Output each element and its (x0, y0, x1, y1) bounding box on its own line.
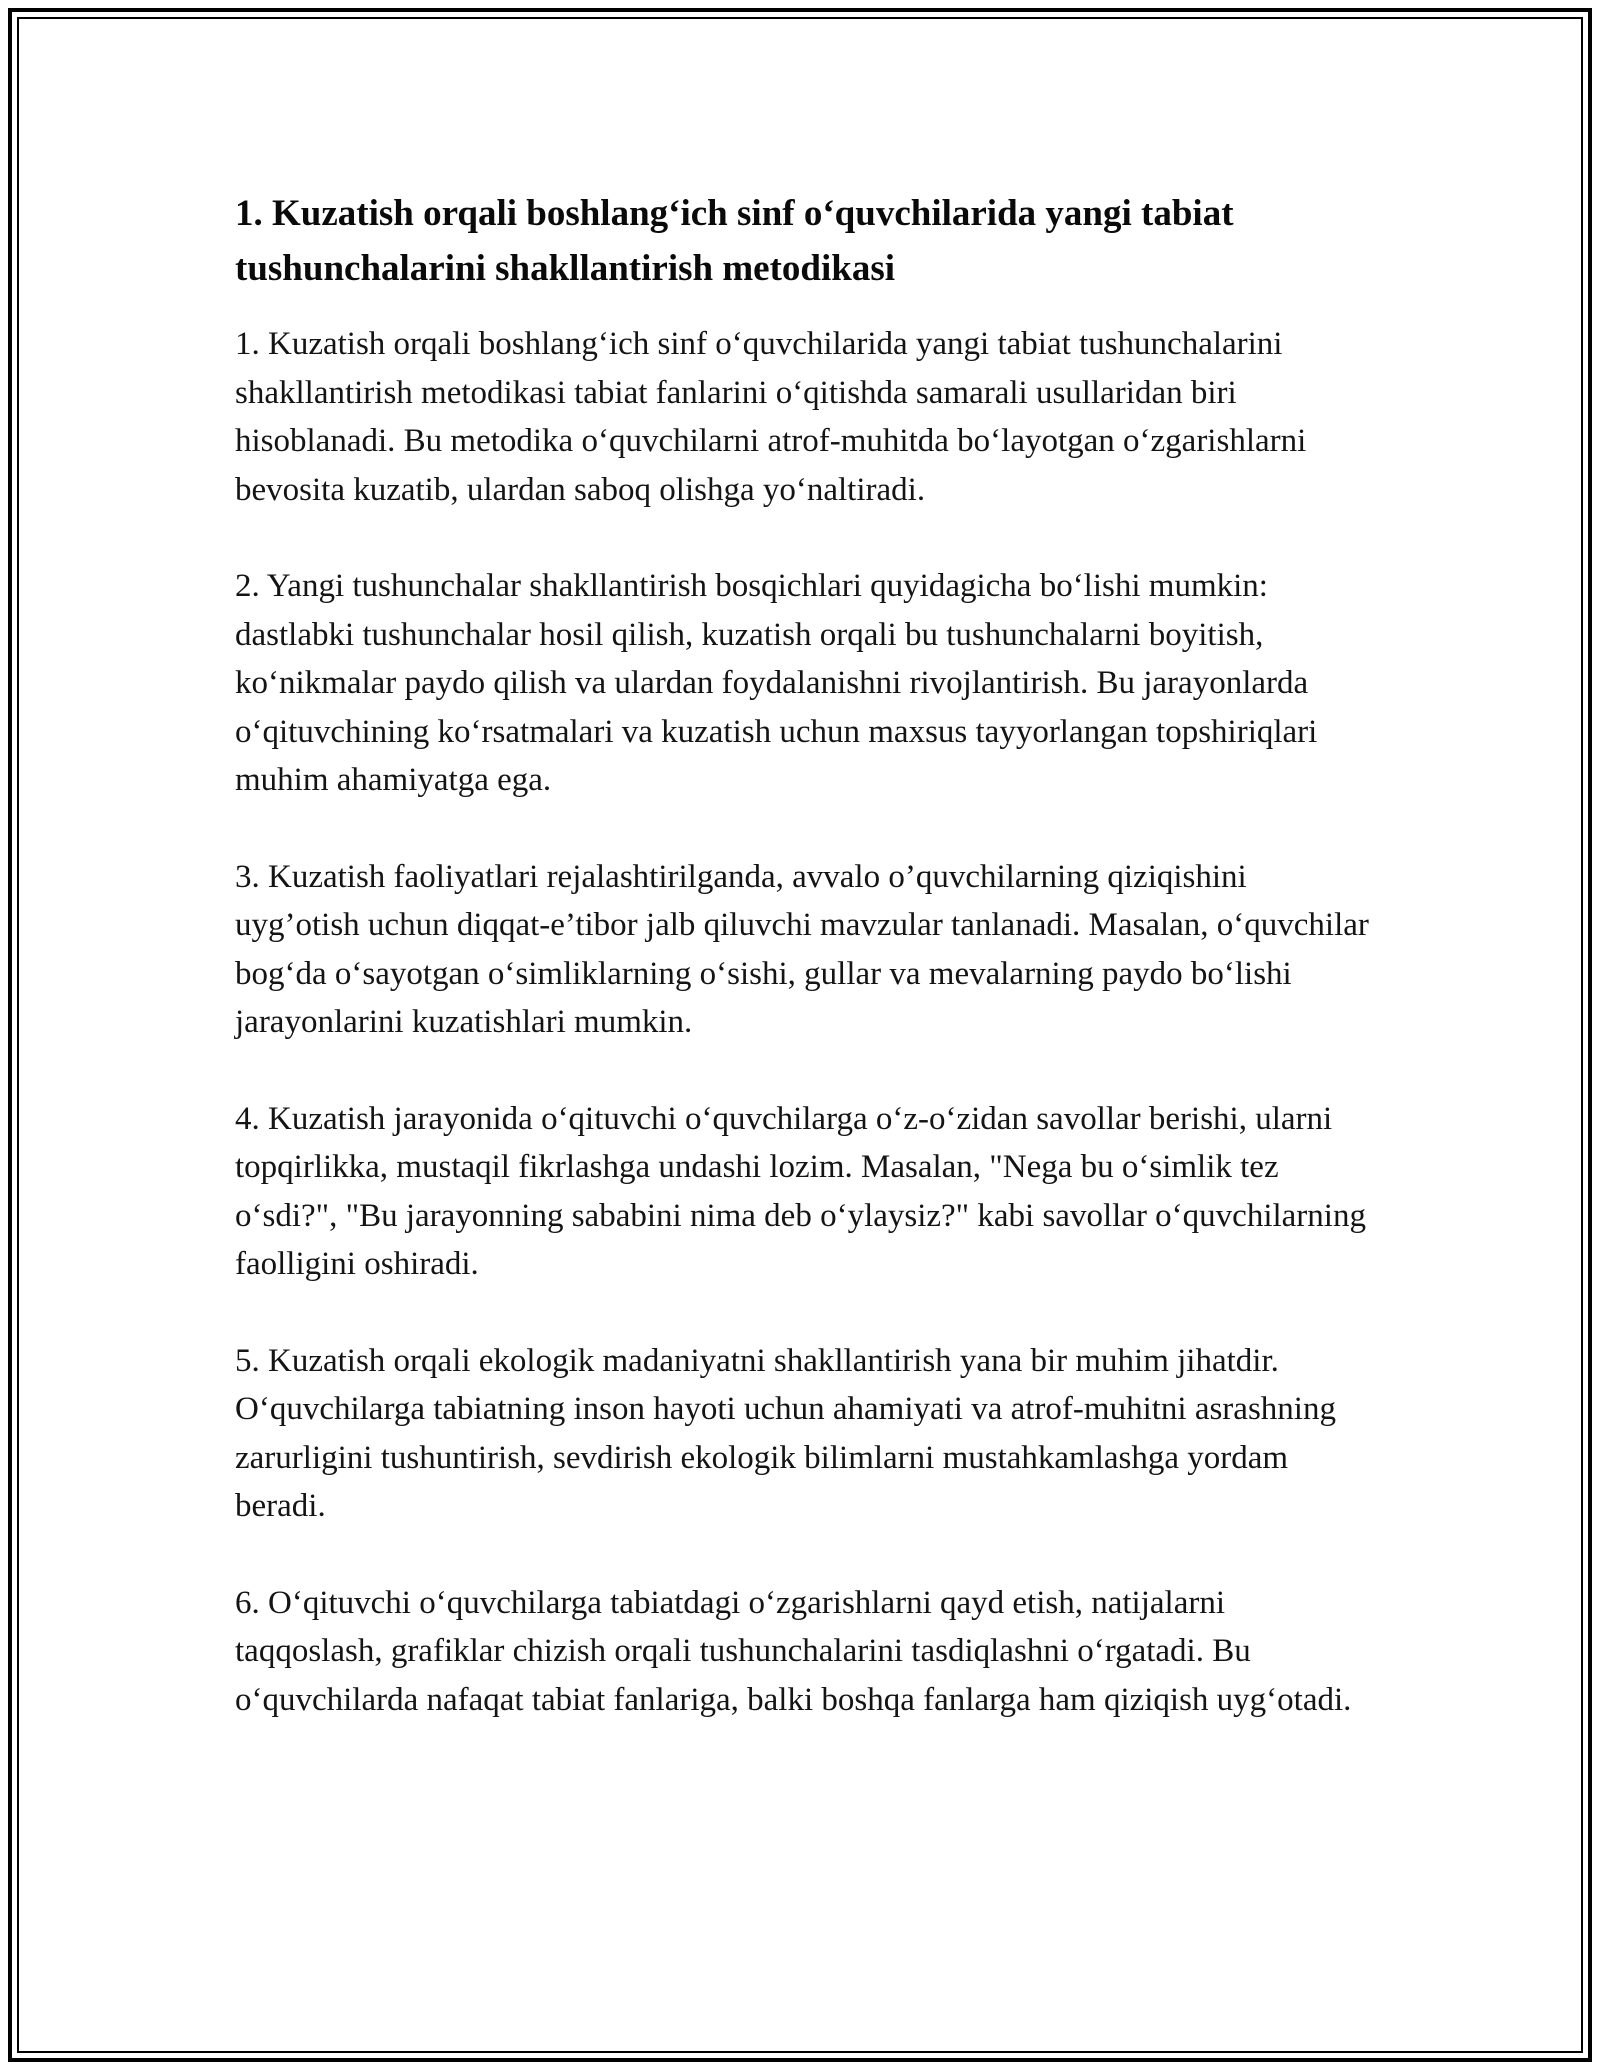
paragraph-5: 5. Kuzatish orqali ekologik madaniyatni shakllantirish yana bir muhim jihatdir. O‘quvchilarga tabiatning inson hayoti uchun ahamiyati va atrof-muhitni asrashning zarurligini tushuntirish, sevdirish ekologik bilimlarni mustahkamlashga yordam beradi. (235, 1342, 1336, 1524)
paragraph-1: 1. Kuzatish orqali boshlang‘ich sinf o‘quvchilarida yangi tabiat tushunchalarini shakllantirish metodikasi tabiat fanlarini o‘qitishda samarali usullaridan biri hisoblanadi. Bu metodika o‘quvchilarni atrof-muhitda bo‘layotgan o‘zgarishlarni bevosita kuzatib, ulardan saboq olishga yo‘naltiradi. (235, 326, 1307, 508)
document-body (235, 186, 1375, 1724)
paragraph-list (235, 320, 1375, 1724)
paragraph-6: 6. O‘qituvchi o‘quvchilarga tabiatdagi o‘zgarishlarni qayd etish, natijalarni taqqoslash, grafiklar chizish orqali tushunchalarini tasdiqlashni o‘rgatadi. Bu o‘quvchilarda nafaqat tabiat fanlariga, balki boshqa fanlarga ham qiziqish uyg‘otadi. (235, 1584, 1352, 1718)
document-title: 1. Kuzatish orqali boshlang‘ich sinf o‘quvchilarida yangi tabiat tushunchalarini shakllantirish metodikasi (235, 193, 1234, 289)
paragraph-4: 4. Kuzatish jarayonida o‘qituvchi o‘quvchilarga o‘z-o‘zidan savollar berishi, ularni topqirlikka, mustaqil fikrlashga undashi lozim. Masalan, "Nega bu o‘simlik tez o‘sdi?", "Bu jarayonning sababini nima deb o‘ylaysiz?" kabi savollar o‘quvchilarning faolligini oshiradi. (235, 1100, 1366, 1282)
paragraph-3: 3. Kuzatish faoliyatlari rejalashtirilganda, avvalo o’quvchilarning qiziqishini uyg’otish uchun diqqat-e’tibor jalb qiluvchi mavzular tanlanadi. Masalan, o‘quvchilar bog‘da o‘sayotgan o‘simliklarning o‘sishi, gullar va mevalarning paydo bo‘lishi jarayonlarini kuzatishlari mumkin. (235, 858, 1369, 1040)
paragraph-2: 2. Yangi tushunchalar shakllantirish bosqichlari quyidagicha bo‘lishi mumkin: dastlabki tushunchalar hosil qilish, kuzatish orqali bu tushunchalarni boyitish, ko‘nikmalar paydo qilish va ulardan foydalanishni rivojlantirish. Bu jarayonlarda o‘qituvchining ko‘rsatmalari va kuzatish uchun maxsus tayyorlangan topshiriqlari muhim ahamiyatga ega. (235, 568, 1318, 798)
